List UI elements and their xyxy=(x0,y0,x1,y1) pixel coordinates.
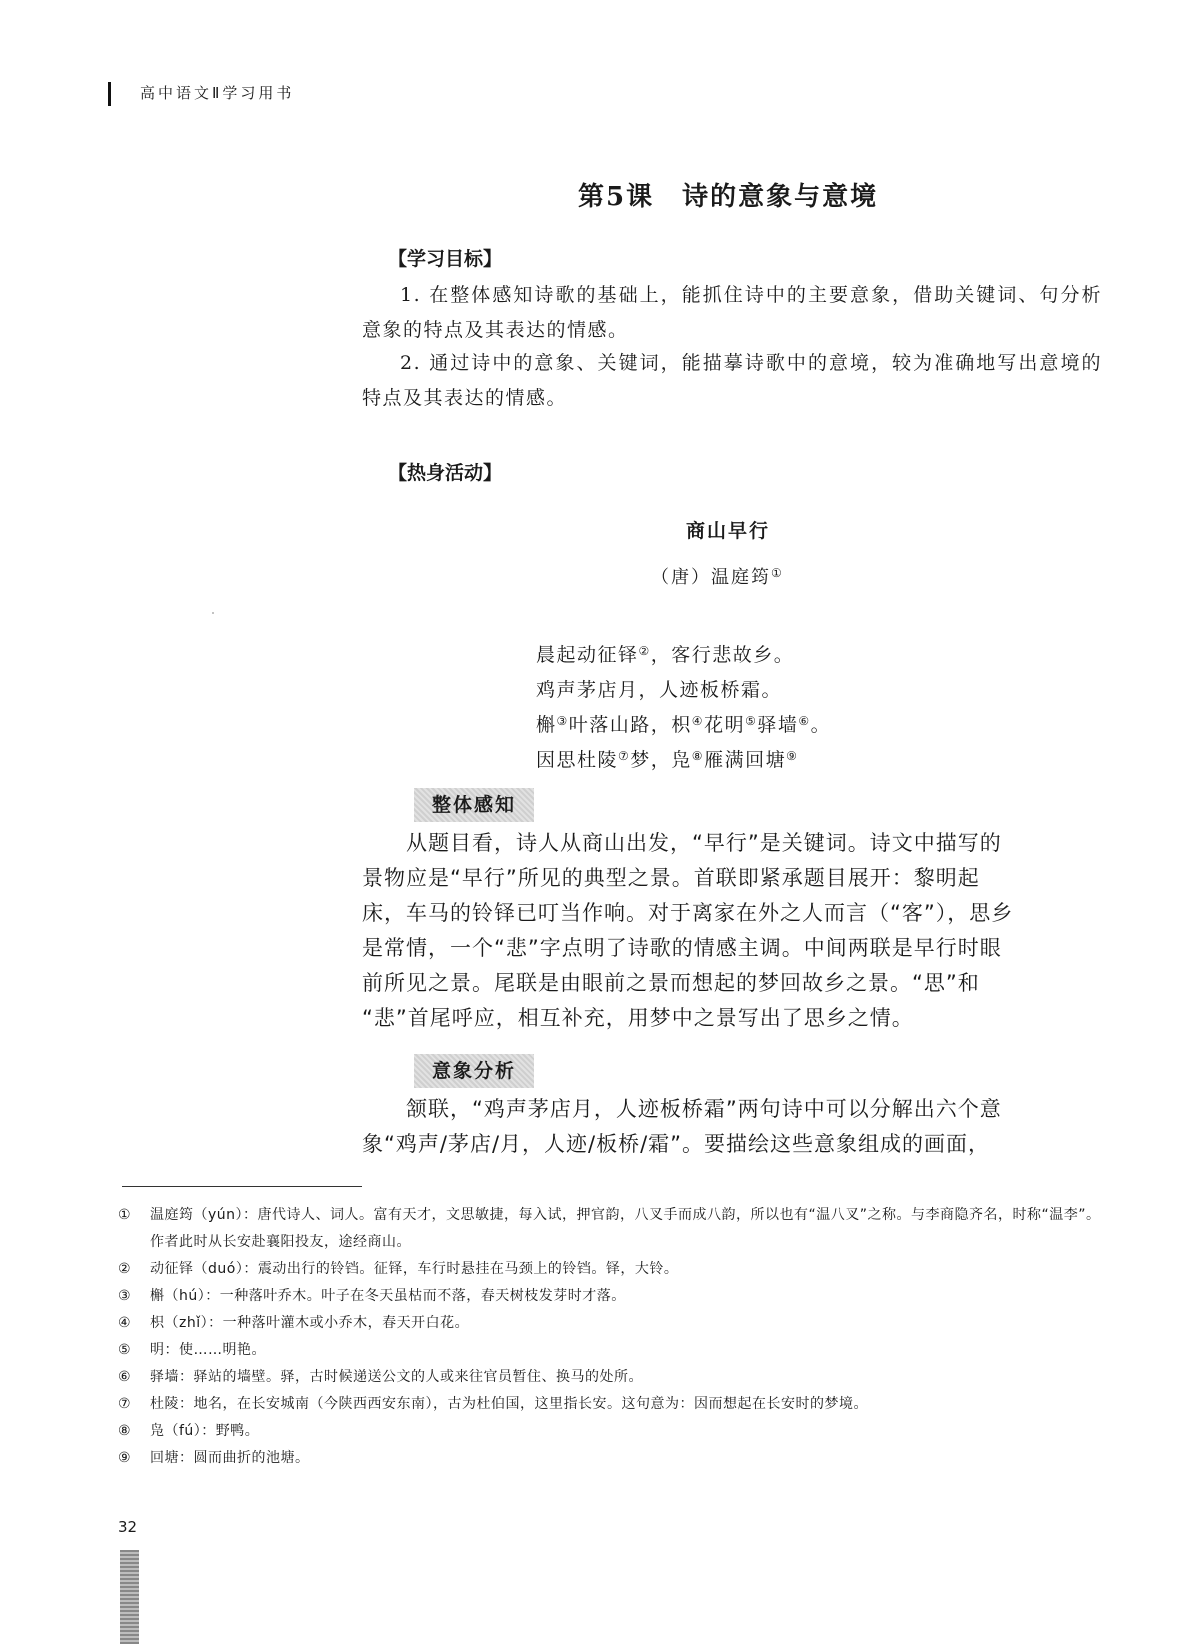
footnote-mark: ① xyxy=(118,1207,131,1223)
footnote-text: 凫（fú）：野鸭。 xyxy=(150,1423,260,1439)
footnote-text: 驿墙：驿站的墙壁。驿，古时候递送公文的人或来往官员暂住、换马的处所。 xyxy=(150,1369,643,1385)
footnote-text: 温庭筠（yún）：唐代诗人、词人。富有天才，文思敏捷，每入试，押官韵，八叉手而成八韵，所以也有“温八叉”之称。与李商隐齐名，时称“温李”。作者此时从长安赴襄阳投友，途经商山。 xyxy=(150,1207,1101,1250)
footnote xyxy=(118,1445,1108,1472)
header-rule xyxy=(108,82,111,106)
footnote-mark: ⑥ xyxy=(118,1369,131,1385)
footnote xyxy=(118,1364,1108,1391)
footnote xyxy=(118,1202,1108,1256)
footnote-ref: ⑤ xyxy=(745,714,758,728)
text-line: 景物应是“早行”所见的典型之景。首联即紧承题目展开：黎明起 xyxy=(362,866,980,890)
footnote xyxy=(118,1337,1108,1364)
text-line: “悲”首尾呼应，相互补充，用梦中之景写出了思乡之情。 xyxy=(362,1006,914,1030)
text-line: 床，车马的铃铎已叮当作响。对于离家在外之人而言（“客”），思乡 xyxy=(362,901,1014,925)
footnote-mark: ④ xyxy=(118,1315,131,1331)
warmup-label: 【热身活动】 xyxy=(388,462,503,484)
footnote-ref: ③ xyxy=(556,714,569,728)
footnote-text: 槲（hú）：一种落叶乔木。叶子在冬天虽枯而不落，春天树枝发芽时才落。 xyxy=(150,1288,626,1304)
footnote xyxy=(118,1310,1108,1337)
footnote-ref: ② xyxy=(638,644,651,658)
text-line: 从题目看，诗人从商山出发，“早行”是关键词。诗文中描写的 xyxy=(362,831,1002,855)
page-edge-strip xyxy=(120,1550,139,1644)
objective-item-2: 2. 通过诗中的意象、关键词，能描摹诗歌中的意境，较为准确地写出意境的特点及其表达的情感。 xyxy=(362,352,1102,409)
imagery-analysis-tag: 意象分析 xyxy=(414,1054,534,1088)
footnote-text: 杜陵：地名，在长安城南（今陕西西安东南），古为杜伯国，这里指长安。这句意为：因而想起在长安时的梦境。 xyxy=(150,1396,868,1412)
poem-line: 鸡声茅店月，人迹板桥霜。 xyxy=(536,679,783,701)
text-line: 前所见之景。尾联是由眼前之景而想起的梦回故乡之景。“思”和 xyxy=(362,971,980,995)
footnote-mark: ③ xyxy=(118,1288,131,1304)
poem-line: 槲③叶落山路，枳④花明⑤驿墙⑥。 xyxy=(536,714,832,736)
footnote-ref: ⑦ xyxy=(618,749,631,763)
poem-line: 晨起动征铎②，客行悲故乡。 xyxy=(536,644,795,666)
poem-lines xyxy=(536,638,831,778)
footnote xyxy=(118,1283,1108,1310)
footnote-ref: ① xyxy=(771,566,784,580)
overall-perception-tag: 整体感知 xyxy=(414,788,534,822)
objective-item-1: 1. 在整体感知诗歌的基础上，能抓住诗中的主要意象，借助关键词、句分析意象的特点及其表达的情感。 xyxy=(362,284,1102,341)
overall-perception-text xyxy=(362,826,1104,1036)
footnote-mark: ⑦ xyxy=(118,1396,131,1412)
footnotes xyxy=(118,1202,1108,1472)
page-number: 32 xyxy=(118,1518,138,1536)
footnote-text: 枳（zhǐ）：一种落叶灌木或小乔木，春天开白花。 xyxy=(150,1315,470,1331)
footnote-ref: ⑧ xyxy=(691,749,705,763)
footnote xyxy=(118,1256,1108,1283)
poem-author: （唐）温庭筠① xyxy=(651,566,784,588)
footnote-text: 动征铎（duó）：震动出行的铃铛。征铎，车行时悬挂在马颈上的铃铛。铎，大铃。 xyxy=(150,1261,679,1277)
scan-speck xyxy=(212,612,214,614)
lesson-title: 第5课 诗的意象与意境 xyxy=(578,182,879,212)
text-line: 象“鸡声/茅店/月，人迹/板桥/霜”。要描绘这些意象组成的画面， xyxy=(362,1132,991,1156)
footnote-ref: ④ xyxy=(691,714,705,728)
footnote-ref: ⑨ xyxy=(786,749,799,763)
footnote-text: 回塘：圆而曲折的池塘。 xyxy=(150,1450,310,1466)
footnote-mark: ② xyxy=(118,1261,131,1277)
footnote-ref: ⑥ xyxy=(798,714,811,728)
footnote-text: 明：使……明艳。 xyxy=(150,1342,266,1358)
footnote xyxy=(118,1391,1108,1418)
imagery-analysis-text xyxy=(362,1092,1104,1162)
text-line: 颔联，“鸡声茅店月，人迹板桥霜”两句诗中可以分解出六个意 xyxy=(362,1097,1002,1121)
footnote-rule xyxy=(122,1186,362,1187)
objectives-label: 【学习目标】 xyxy=(388,248,503,270)
poem-title: 商山早行 xyxy=(686,520,771,542)
footnote-mark: ⑧ xyxy=(118,1423,131,1439)
footnote-mark: ⑤ xyxy=(118,1342,131,1358)
text-line: 是常情，一个“悲”字点明了诗歌的情感主调。中间两联是早行时眼 xyxy=(362,936,1002,960)
running-header: 高中语文Ⅱ学习用书 xyxy=(140,84,295,102)
poem-line: 因思杜陵⑦梦，凫⑧雁满回塘⑨ xyxy=(536,749,799,771)
footnote-mark: ⑨ xyxy=(118,1450,131,1466)
footnote xyxy=(118,1418,1108,1445)
